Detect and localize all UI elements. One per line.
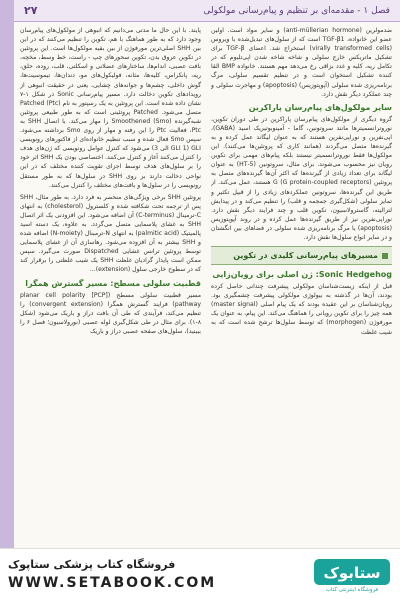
store-logo[interactable] (312, 555, 392, 593)
page-header (14, 0, 400, 22)
section-heading-shh: Sonic Hedgehog: ژن اصلی برای رویان‌زایی (212, 270, 392, 280)
paragraph-tgf: ضدمولرین (anti-müllerian hormone) و سایر مواد است. اولین عضو این خانواده، TGF-β1 است که از سلول‌های تبدیل‌شده با ویروس (virally transformed cells) استخراج شد. اعضای TGF-β برای تشکیل ماتریکس خارج سلولی و شاخه شاخه شدن اپی‌تلیوم که در تکامل ریه، کلیه و غدد بزاقی رخ می‌دهد مهم هستند. خانواده BMP القا کننده تشکیل استخوان است و در تنظیم تقسیم سلولی، مرگ برنامه‌ریزی شده سلولی (آپوپتوزیس) (apoptosis) و مهاجرت سلولی و چند عملکرد دیگر نقش دارد. (211, 27, 392, 98)
paragraph-shh-properties: پروتئین SHH برخی ویژگی‌های منحصر به فرد دارد. به طور مثال، SHH پس از ترجمه تحت شکافته شده و کلسترول (cholesterol) به انتهای C-ترمینال (C-terminus) آن اضافه می‌شود. این افزودنی یک اثر اتصال SHH به غشای پلاسمایی متصل می‌گردد. به علاوه، یک دسته اسید پالمیتیک (palmitic acid) به انتهای N-ترمینال (N-moiety) اضافه شده و SHH بیشتر به آن افزوده می‌شود. رهاسازی آن از غشای پلاسمایی توسط پروتئین ترانس غشایی Dispatched صورت می‌گیرد. سپس ممکن است پایدار گرادیان غلظت SHH یک شیب غلظتی را برقرار کند که در سطوح خارجی سلول (extension)... (20, 193, 201, 274)
page-footer (0, 548, 400, 599)
paragraph-pcp: مسیر قطبیت سلولی مسطح (planar cell polarity [PCP] pathway) فرایند گسترش همگرا (convergent extension) را تنظیم می‌کند، فرآیندی که طی آن بافت دراز و باریک می‌شود (شکل ۸-۱). برای مثال در طی شکل‌گیری لوله عصبی (نورولاسیون؛ فصل ۶ را ببینید)، سلول‌های صفحه عصبی دراز و باریک (20, 291, 201, 335)
store-info (8, 558, 216, 591)
page-number: ۲۷ (24, 4, 38, 17)
store-url-link[interactable]: WWW.SETABOOK.COM (8, 574, 217, 591)
chapter-sidebar-strip (0, 0, 14, 548)
section-box-label: مسیرهای پیام‌رسانی کلیدی در تکوین (233, 251, 378, 261)
setabook-logo-icon (312, 555, 392, 593)
bullet-square-icon (382, 253, 388, 259)
left-column (20, 26, 201, 538)
section-heading-planar-polarity: قطبیت سلولی مسطح: مسیر گسترش همگرا (25, 278, 201, 288)
logo-subtitle: فروشگاه اینترنتی کتاب (325, 587, 379, 593)
chapter-title: فصل ۱ - مقدمه‌ای بر تنظیم و پیام‌رسانی مولکولی (203, 5, 390, 16)
text-columns (20, 26, 392, 538)
paragraph-neurotransmitters: گروه دیگری از مولکول‌های پیام‌رسان پاراکرین در طی دوران تکوین، نوروترانسمیترها مانند سروتونین، گاما - آمینوبوتیریک اسید (GABA)، اپی‌نفرین و نوراپی‌نفرین هستند که به عنوان لیگاند عمل کرده و به گیرنده‌ها متصل می‌گردند (همانند کاری که پروتئین‌ها می‌کنند). این مولکول‌ها فقط نوروترانسمیتر نیستند بلکه پیام‌های مهمی برای تکوین رویان نیز محسوب می‌شوند. برای مثال، سروتونین (5-HT) به عنوان لیگاند برای تعداد زیادی از گیرنده‌ها که اکثر آن‌ها گیرنده‌های متصل به پروتئین G (G protein-coupled receptors) هستند، عمل می‌کند. از طریق این گیرنده‌ها، سروتونین عملکردهای زیادی را از قبیل تکثیر و تمایز سلولی (شکل‌گیری جمجمه و قلب) را تنظیم می‌کند و در پیدایش لترالیته، گاسترولاسیون، تکوین قلب و چند فرایند دیگر نقش دارد. نوراپی‌نفرین نیز از طریق گیرنده‌ها عمل کرده و در روند آپوپتوزیس (apoptosis) یا مرگ برنامه‌ریزی شده سلولی در فضاهای بین انگشتان و در سایر انواع سلول‌ها نقش دارد. (211, 115, 392, 241)
paragraph-shh-roles: پایند. با این حال ما مدتی می‌دانیم که انبوهی از مولکول‌های پیام‌رسان وجود دارد که به طور هماهنگ با هم، تکوین را تنظیم می‌کنند که در این بین SHH اصلی‌ترین مورفوژن از بین بقیه مولکول‌ها است. این پروتئین در تکوین عروق بدن، تکوین سحورهای چپ - راست، خط وسط، مخچه، بافت عصبی، اندام‌ها، ساختارهای عضلانی و اسکلتی، قلب، روده، حلق، ریه، پانکراس، کلیه‌ها، مثانه، فولیکول‌های مو، دندان‌ها، تیموسیت‌ها، گوش داخلی، چشم‌ها و جوانه‌های چشایی، یعنی در حقیقت انبوهی از رویدادهای تکوین دخالت دارد. مسیر پیام‌رسانی Sonic در شکل ۱-۷ نشان داده شده است. این پروتئین به یک رسپتور به نام Patched (Ptc) متصل می‌شود. Patched پروتئینی است که به طور طبیعی پروتئین شبه‌گیرنده Smoothened (Smo) را مهار می‌کند. با اتصال SHH به Ptc، فعالیت Ptc را این رفته و مهار از روی Smo برداشته می‌شود. سپس Smo فعال شده و سبب تنظیم خانواده‌ای از فاکتورهای رونویسی GLI (GLI 1 الی 3) می‌شود که کنترل عوامل رونویسی که ژن‌های هدف را کنترل می‌کنند آغاز و کنترل می‌کنند. اختصاصی بودن یک SHH اثر خود را بر سلول‌های هدف توسط اجزای تقویت کننده مختلف که در این نواحی دخالت دارند بر روی SHH در سلول‌ها که به طور مستقل رونویسی را در سلول‌ها و بافت‌های مختلف را کنترل می‌کنند. (20, 27, 201, 189)
section-heading-paracrine: سایر مولکول‌های پیام‌رسان پاراکرین (248, 102, 392, 112)
paragraph-master-signal: قبل از اینکه زیست‌شناسان مولکولی پیشرفت چندانی حاصل کرده بودند، آن‌ها در گذشته به بیولوژی مولکولی پیشرفت چشمگیری بود. رویان‌شناسان بر این عقیده بودند که یک پیام اصلی (master signal) همه چیز را برای تکوین رویانی را هماهنگ می‌کند. این پیام، به عنوان یک مورفوژن (morphogen) که توسط سلول‌ها ترشح شده است که به شیب غلظت (211, 283, 392, 336)
logo-text: ستابوک (323, 564, 381, 582)
store-name: فروشگاه کتاب پزشکی ستاپوک (8, 557, 176, 571)
section-box-key-pathways (211, 246, 392, 265)
right-column (211, 26, 392, 538)
